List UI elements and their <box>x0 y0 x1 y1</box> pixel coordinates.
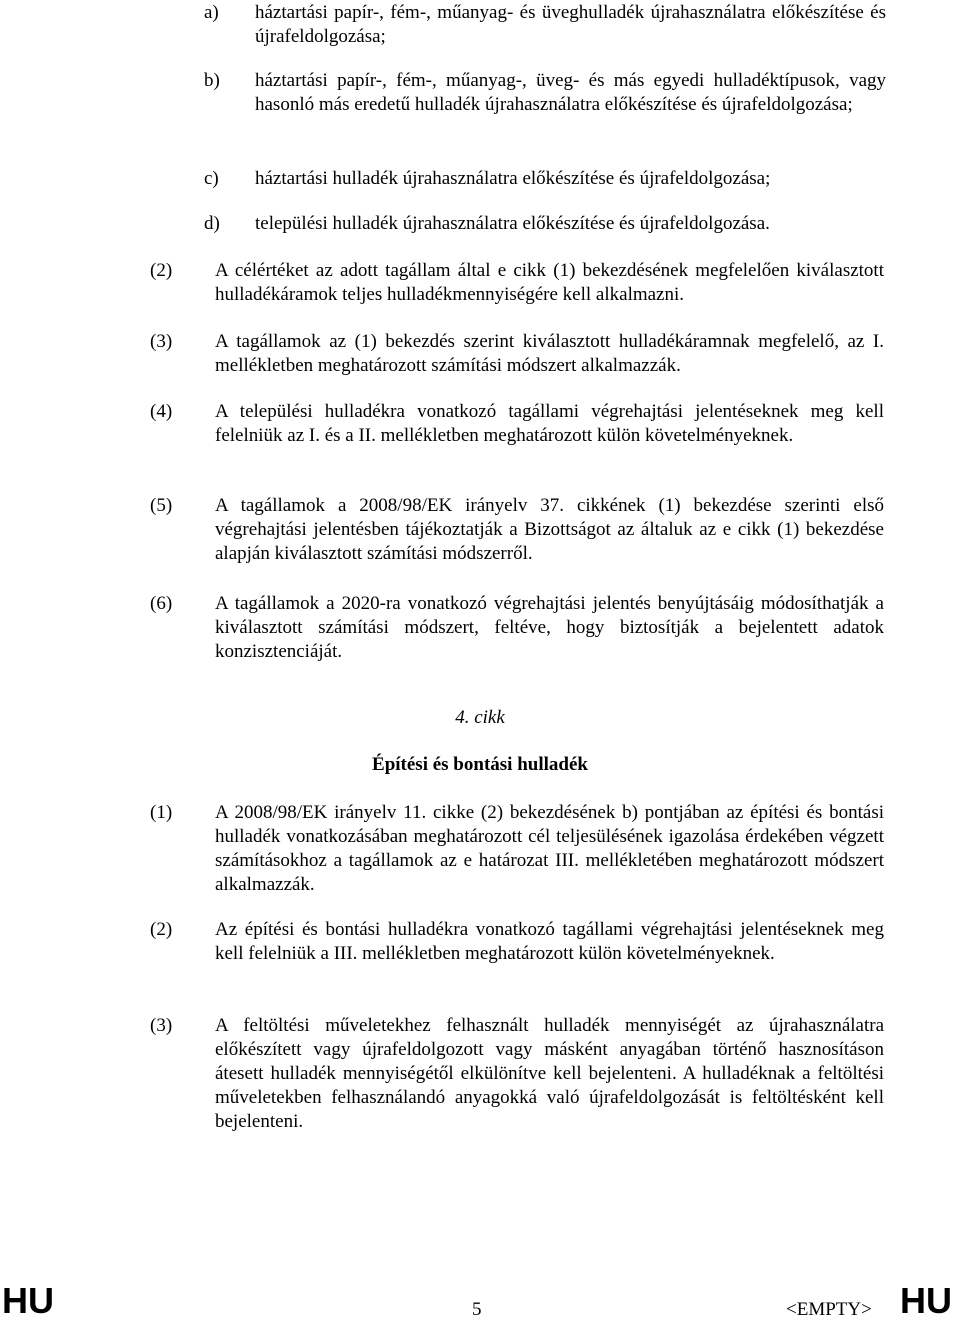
paragraph-text: A tagállamok a 2008/98/EK irányelv 37. cikkének (1) bekezdése szerinti első végrehajtási jelentésben tájékoztatják a Bizottságot az általuk az e cikk (1) bekezdése alapján kiválasztott számítási módszerről. <box>215 495 884 564</box>
paragraph-text: A települési hulladékra vonatkozó tagállami végrehajtási jelentéseknek meg kell felelniük az I. és a II. mellékletben meghatározott külön követelményeknek. <box>215 401 884 446</box>
paragraph-number: (2) <box>150 260 173 281</box>
page-number: 5 <box>472 1299 482 1320</box>
paragraph <box>150 259 890 307</box>
paragraph <box>150 1014 890 1134</box>
footer-language-code-left: HU <box>2 1280 54 1321</box>
paragraph-text: A célértéket az adott tagállam által e cikk (1) bekezdésének megfelelően kiválasztott hulladékáramok teljes hulladékmennyiségére kell alkalmazni. <box>215 260 884 305</box>
paragraph-text: A 2008/98/EK irányelv 11. cikke (2) bekezdésének b) pontjában az építési és bontási hulladék vonatkozásában meghatározott cél teljesülésének igazolása érdekében végzett számításokhoz a tagállamok az e határozat III. mellékletében meghatározott módszert alkalmazzák. <box>215 802 884 895</box>
article-title: Építési és bontási hulladék <box>372 754 588 775</box>
article-number: 4. cikk <box>455 707 505 728</box>
list-text: települési hulladék újrahasználatra előkészítése és újrafeldolgozása. <box>255 213 770 234</box>
paragraph <box>150 494 890 566</box>
list-item <box>204 212 904 236</box>
paragraph-number: (3) <box>150 331 173 352</box>
paragraph-text: A feltöltési műveletekhez felhasznált hulladék mennyiségét az újrahasználatra előkészített vagy újrafeldolgozott vagy másként anyagában történő hasznosításon átesett hulladék mennyiségétől elkülönítve kell bejelenteni. A hulladéknak a feltöltési műveletekben felhasználandó anyagokká való újrafeldolgozását is feltöltésként kell bejelenteni. <box>215 1015 884 1132</box>
paragraph-number: (1) <box>150 802 173 823</box>
paragraph <box>150 801 890 897</box>
list-marker: c) <box>204 168 219 189</box>
paragraph-text: Az építési és bontási hulladékra vonatkozó tagállami végrehajtási jelentéseknek meg kell felelniük a III. mellékletben meghatározott külön követelményeknek. <box>215 919 884 964</box>
paragraph <box>150 592 890 664</box>
list-marker: b) <box>204 70 220 91</box>
paragraph-text: A tagállamok a 2020-ra vonatkozó végrehajtási jelentés benyújtásáig módosíthatják a kiválasztott számítási módszert, feltéve, hogy biztosítják a bejelentett adatok konzisztenciáját. <box>215 593 884 662</box>
paragraph-number: (6) <box>150 593 173 614</box>
paragraph-number: (4) <box>150 401 173 422</box>
paragraph-number: (5) <box>150 495 173 516</box>
paragraph-text: A tagállamok az (1) bekezdés szerint kiválasztott hulladékáramnak megfelelő, az I. mellékletben meghatározott számítási módszert alkalmazzák. <box>215 331 884 376</box>
paragraph <box>150 918 890 990</box>
list-marker: d) <box>204 213 220 234</box>
list-marker: a) <box>204 2 219 23</box>
paragraph <box>150 400 890 472</box>
list-text: háztartási papír-, fém-, műanyag- és üveghulladék újrahasználatra előkészítése és újrafeldolgozása; <box>255 2 886 47</box>
list-item <box>204 69 904 141</box>
paragraph <box>150 330 890 378</box>
paragraph-number: (3) <box>150 1015 173 1036</box>
list-text: háztartási papír-, fém-, műanyag-, üveg- és más egyedi hulladéktípusok, vagy hasonló más eredetű hulladék újrahasználatra előkészítése és újrafeldolgozása; <box>255 70 886 115</box>
list-item <box>204 167 904 191</box>
footer-language-code-right: HU <box>900 1280 952 1321</box>
paragraph-number: (2) <box>150 919 173 940</box>
list-text: háztartási hulladék újrahasználatra előkészítése és újrafeldolgozása; <box>255 168 771 189</box>
list-item <box>204 1 904 49</box>
footer-empty-tag: <EMPTY> <box>786 1299 872 1320</box>
